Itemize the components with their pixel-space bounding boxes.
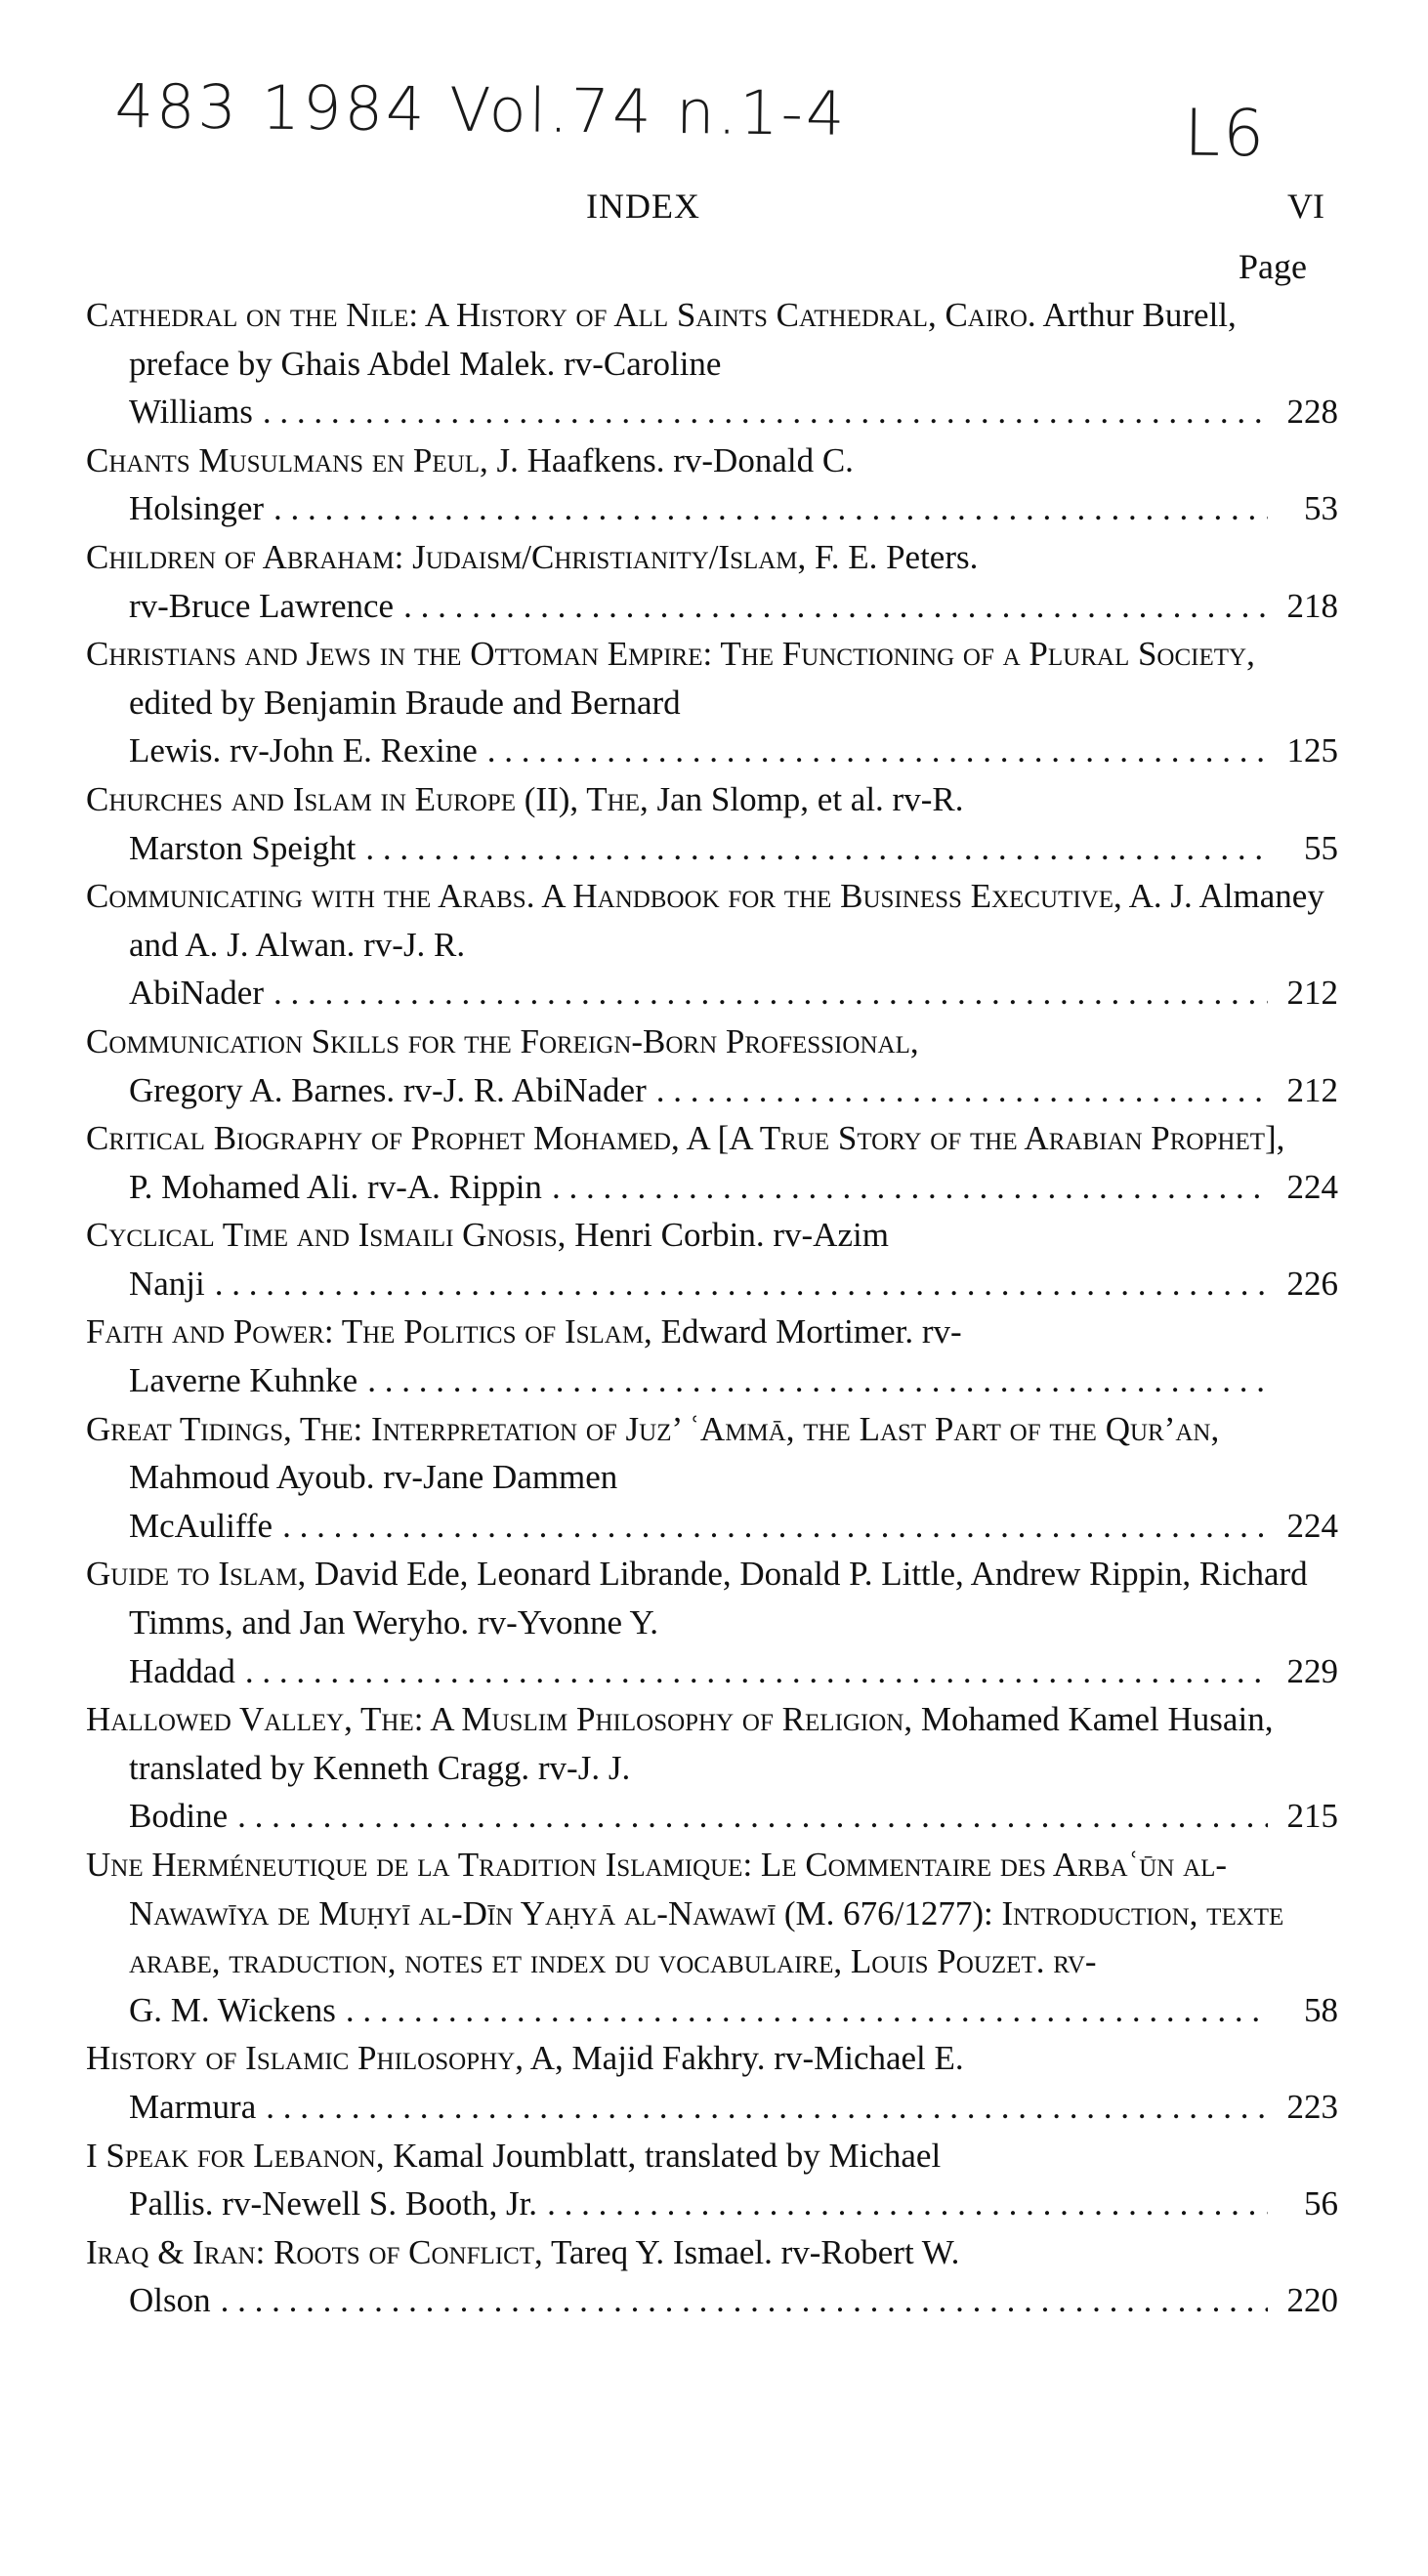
entry-final-line xyxy=(129,824,1338,873)
entry-title: Cathedral on the Nile: A History of All Saints Cathedral, Cairo. xyxy=(86,296,1036,334)
dot-leader xyxy=(215,1260,1268,1309)
handwritten-volume-note: 483 1984 Vol.74 n.1-4 xyxy=(114,70,848,149)
entry-final-line xyxy=(129,1502,1338,1551)
index-entries-list xyxy=(86,291,1338,2325)
page-column-header: Page xyxy=(1239,247,1307,286)
entry-details: edited by Benjamin Braude and Bernard xyxy=(129,683,681,722)
entry-final-text: Williams xyxy=(129,393,253,432)
page-title: INDEX xyxy=(586,187,700,226)
entry-details: F. E. Peters. xyxy=(815,537,979,576)
entry-title: Children of Abraham: Judaism/Christianity/Islam, xyxy=(86,537,807,576)
index-entry xyxy=(86,1114,1338,1211)
index-entry xyxy=(86,1211,1338,1308)
entry-final-text: McAuliffe xyxy=(129,1506,273,1545)
entry-details: Henri Corbin. rv-Azim xyxy=(574,1216,889,1255)
dot-leader xyxy=(282,1502,1268,1551)
entry-title: Communication Skills for the Foreign-Born Professional, xyxy=(86,1021,919,1060)
entry-details: A. J. Almaney and A. J. Alwan. rv-J. R. xyxy=(129,877,1324,964)
entry-title: Une Herméneutique de la Tradition Islamique: Le Commentaire des Arbaʿūn al-Nawawīya de Muḥyī al-Dīn Yaḥyā al-Nawawī xyxy=(86,1846,1228,1932)
handwritten-call-number: L6 xyxy=(1183,95,1268,172)
dot-leader xyxy=(263,388,1268,436)
index-entry xyxy=(86,533,1338,630)
entry-page-number: 218 xyxy=(1286,586,1338,625)
entry-final-line xyxy=(129,2083,1338,2132)
entry-title: Guide to Islam, xyxy=(86,1555,307,1594)
index-entry xyxy=(86,2228,1338,2325)
entry-final-line xyxy=(129,1163,1338,1212)
entry-final-text: Holsinger xyxy=(129,489,265,528)
entry-details: J. Haafkens. rv-Donald C. xyxy=(496,440,854,479)
dot-leader xyxy=(245,1647,1268,1696)
entry-title: Christians and Jews in the Ottoman Empire: The Functioning of a Plural Society, xyxy=(86,635,1255,674)
entry-final-line xyxy=(129,2180,1338,2228)
entry-title: Cyclical Time and Ismaili Gnosis, xyxy=(86,1216,567,1255)
entry-title: Churches and Islam in Europe (II), The, xyxy=(86,779,649,818)
entry-final-line xyxy=(129,1792,1338,1841)
entry-title: Communicating with the Arabs. A Handbook for the Business Executive, xyxy=(86,877,1122,916)
entry-final-text: Olson xyxy=(129,2281,211,2320)
entry-page-number: 125 xyxy=(1286,731,1338,770)
entry-title: Faith and Power: The Politics of Islam, xyxy=(86,1312,652,1351)
entry-final-text: Lewis. rv-John E. Rexine xyxy=(129,731,478,770)
entry-final-line xyxy=(129,484,1338,533)
entry-details: (M. 676/1277): Introduction, texte arabe, traduction, notes et index du vocabulaire, Louis Pouzet. rv- xyxy=(129,1893,1284,1981)
dot-leader xyxy=(552,1163,1268,1212)
dot-leader xyxy=(547,2180,1268,2228)
entry-final-line xyxy=(129,969,1338,1018)
entry-title: Critical Biography of Prophet Mohamed, A [A True Story of the Arabian Prophet], xyxy=(86,1119,1285,1158)
entry-details: Mohamed Kamel Husain, translated by Kenneth Cragg. rv-J. J. xyxy=(129,1700,1274,1787)
entry-page-number: 223 xyxy=(1286,2087,1338,2126)
index-entry xyxy=(86,1405,1338,1551)
dot-leader xyxy=(346,1986,1268,2035)
index-entry xyxy=(86,1018,1338,1114)
entry-details: David Ede, Leonard Librande, Donald P. Little, Andrew Rippin, Richard Timms, and Jan Weryho. rv-Yvonne Y. xyxy=(129,1555,1308,1642)
handwritten-shelf-note xyxy=(114,70,1268,172)
index-entry xyxy=(86,291,1338,436)
entry-page-number: 224 xyxy=(1286,1506,1338,1545)
entry-details: Tareq Y. Ismael. rv-Robert W. xyxy=(550,2232,960,2271)
dot-leader xyxy=(487,727,1268,775)
entry-page-number: 229 xyxy=(1286,1651,1338,1690)
dot-leader xyxy=(266,2083,1268,2132)
entry-final-line xyxy=(129,1066,1338,1115)
entry-final-line xyxy=(129,1986,1338,2035)
entry-page-number: 228 xyxy=(1286,393,1338,432)
entry-final-text: rv-Bruce Lawrence xyxy=(129,586,395,625)
index-entry xyxy=(86,2132,1338,2228)
entry-page-number: 215 xyxy=(1286,1797,1338,1836)
entry-final-text: AbiNader xyxy=(129,974,265,1013)
entry-title: Hallowed Valley, The: A Muslim Philosophy of Religion, xyxy=(86,1700,913,1739)
entry-details: Majid Fakhry. rv-Michael E. xyxy=(571,2039,964,2078)
dot-leader xyxy=(273,484,1268,533)
entry-page-number: 212 xyxy=(1286,1070,1338,1109)
dot-leader xyxy=(221,2276,1268,2325)
index-entry xyxy=(86,1841,1338,2034)
index-entry xyxy=(86,2034,1338,2131)
entry-page-number: 58 xyxy=(1304,1990,1338,2029)
entry-title: Iraq & Iran: Roots of Conflict, xyxy=(86,2232,543,2271)
entry-final-line xyxy=(129,388,1338,436)
dot-leader xyxy=(365,824,1268,873)
entry-details: Jan Slomp, et al. rv-R. xyxy=(656,779,964,818)
entry-page-number: 212 xyxy=(1286,974,1338,1013)
entry-details: Arthur Burell, preface by Ghais Abdel Malek. rv-Caroline xyxy=(129,296,1237,383)
entry-title: Great Tidings, The: Interpretation of Juz’ ʿAmmā, the Last Part of the Qur’an, xyxy=(86,1409,1220,1448)
entry-title: Chants Musulmans en Peul, xyxy=(86,440,488,479)
entry-final-text: Haddad xyxy=(129,1651,235,1690)
index-entry xyxy=(86,436,1338,533)
dot-leader xyxy=(403,582,1268,631)
entry-final-line xyxy=(129,1356,1338,1405)
entry-page-number: 53 xyxy=(1304,489,1338,528)
index-entry xyxy=(86,1550,1338,1695)
index-entry xyxy=(86,775,1338,872)
index-entry xyxy=(86,872,1338,1018)
entry-final-text: Gregory A. Barnes. rv-J. R. AbiNader xyxy=(129,1070,647,1109)
entry-final-text: G. M. Wickens xyxy=(129,1990,336,2029)
entry-final-text: Marston Speight xyxy=(129,828,357,867)
entry-final-line xyxy=(129,727,1338,775)
entry-final-line xyxy=(129,1647,1338,1696)
entry-final-text: Nanji xyxy=(129,1264,205,1303)
entry-final-text: Marmura xyxy=(129,2087,257,2126)
page-section-numeral: VI xyxy=(1287,187,1324,226)
index-entry xyxy=(86,1308,1338,1404)
entry-final-line xyxy=(129,582,1338,631)
entry-page-number: 56 xyxy=(1304,2184,1338,2223)
index-entry xyxy=(86,630,1338,775)
entry-title: I Speak for Lebanon, xyxy=(86,2136,385,2175)
entry-page-number: 55 xyxy=(1304,828,1338,867)
entry-page-number: 220 xyxy=(1286,2281,1338,2320)
index-entry xyxy=(86,1695,1338,1841)
entry-final-text: Laverne Kuhnke xyxy=(129,1361,358,1400)
entry-final-text: Pallis. rv-Newell S. Booth, Jr. xyxy=(129,2184,538,2223)
entry-final-text: Bodine xyxy=(129,1797,229,1836)
entry-details: Edward Mortimer. rv- xyxy=(660,1312,962,1351)
entry-final-line xyxy=(129,2276,1338,2325)
entry-details: Kamal Joumblatt, translated by Michael xyxy=(393,2136,942,2175)
entry-final-text: P. Mohamed Ali. rv-A. Rippin xyxy=(129,1167,542,1206)
entry-final-line xyxy=(129,1260,1338,1309)
entry-title: History of Islamic Philosophy, A, xyxy=(86,2039,564,2078)
dot-leader xyxy=(237,1792,1268,1841)
dot-leader xyxy=(273,969,1268,1018)
entry-page-number: 226 xyxy=(1286,1264,1338,1303)
dot-leader xyxy=(367,1356,1268,1405)
entry-page-number: 224 xyxy=(1286,1167,1338,1206)
dot-leader xyxy=(656,1066,1268,1115)
entry-details: Mahmoud Ayoub. rv-Jane Dammen xyxy=(129,1458,618,1497)
